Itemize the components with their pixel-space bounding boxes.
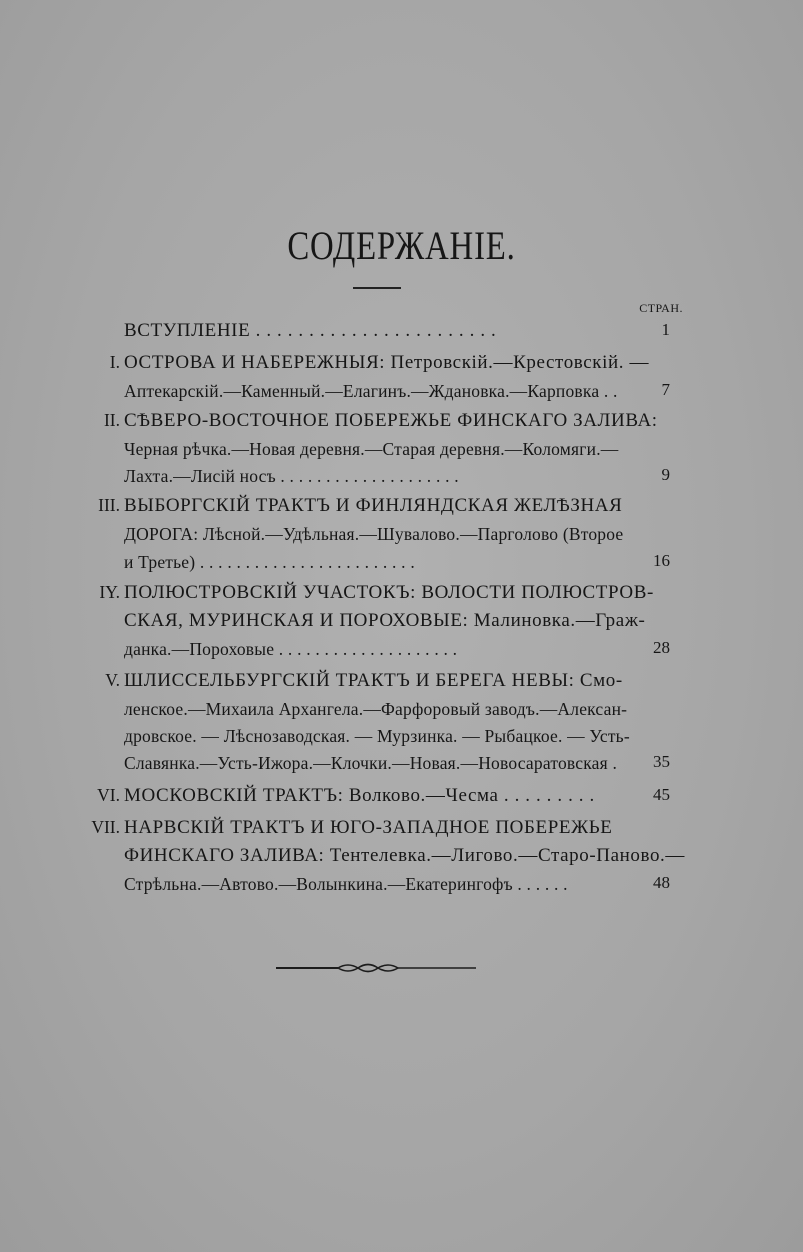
- toc-line: ФИНСКАГО ЗАЛИВА: Тентелевка.—Лигово.—Старо-Паново.—: [124, 845, 686, 866]
- toc-line: данка.—Пороховые . . . . . . . . . . . . . . . . . . . .: [124, 639, 458, 659]
- toc-page-number: 1: [661, 320, 670, 339]
- toc-line: ВЫБОРГСКІЙ ТРАКТЪ И ФИНЛЯНДСКАЯ ЖЕЛѢЗНАЯ: [124, 495, 623, 516]
- toc-line: Стрѣльна.—Автово.—Волынкина.—Екатерингофъ . . . . . .: [124, 874, 568, 894]
- toc-line: МОСКОВСКІЙ ТРАКТЪ: Волково.—Чесма . . . . . . . . .: [124, 785, 595, 806]
- toc-roman-numeral: VII.: [91, 817, 120, 837]
- toc-page-number: 45: [653, 785, 670, 804]
- toc-line: Черная рѣчка.—Новая деревня.—Старая деревня.—Коломяги.—: [124, 439, 619, 459]
- toc-page-number: 16: [653, 551, 670, 570]
- toc-line: дровское. — Лѣснозаводская. — Мурзинка. — Рыбацкое. — Усть-: [124, 726, 630, 746]
- toc-line: ПОЛЮСТРОВСКІЙ УЧАСТОКЪ: ВОЛОСТИ ПОЛЮСТРОВ-: [124, 582, 654, 603]
- toc-line: ДОРОГА: Лѣсной.—Удѣльная.—Шувалово.—Парголово (Второе: [124, 524, 624, 544]
- decorative-fleuron: [276, 958, 476, 978]
- toc-line: ленское.—Михаила Архангела.—Фарфоровый заводъ.—Алексан-: [124, 699, 628, 719]
- toc-roman-numeral: VI.: [97, 785, 120, 805]
- toc-roman-numeral: II.: [103, 410, 120, 430]
- toc-page-number: 9: [661, 465, 670, 484]
- toc-line: СѢВЕРО-ВОСТОЧНОЕ ПОБЕРЕЖЬЕ ФИНСКАГО ЗАЛИВА:: [124, 410, 658, 431]
- toc-line: ОСТРОВА И НАБЕРЕЖНЫЯ: Петровскій.—Крестовскій. —: [124, 352, 650, 373]
- page-title: СОДЕРЖАНІЕ.: [287, 223, 516, 268]
- toc-roman-numeral: V.: [105, 670, 120, 690]
- toc-roman-numeral: IY.: [99, 582, 120, 602]
- title-rule: [353, 287, 401, 289]
- toc-line: Славянка.—Усть-Ижора.—Клочки.—Новая.—Новосаратовская .: [124, 753, 618, 773]
- toc-roman-numeral: III.: [98, 495, 120, 515]
- toc-line: Лахта.—Лисій носъ . . . . . . . . . . . . . . . . . . . .: [124, 466, 459, 486]
- page-column-header: СТРАН.: [639, 301, 683, 315]
- toc-page-number: 48: [653, 873, 670, 892]
- toc-line: Аптекарскій.—Каменный.—Елагинъ.—Ждановка.—Карповка . .: [124, 381, 618, 401]
- toc-line: НАРВСКІЙ ТРАКТЪ И ЮГО-ЗАПАДНОЕ ПОБЕРЕЖЬЕ: [124, 817, 613, 838]
- toc-line: ВСТУПЛЕНІЕ . . . . . . . . . . . . . . . . . . . . . . .: [124, 320, 497, 341]
- toc-roman-numeral: I.: [109, 352, 120, 372]
- toc-page-number: 7: [661, 380, 670, 399]
- toc-line: СКАЯ, МУРИНСКАЯ И ПОРОХОВЫЕ: Малиновка.—Граж-: [124, 610, 646, 631]
- toc-line: ШЛИССЕЛЬБУРГСКІЙ ТРАКТЪ И БЕРЕГА НЕВЫ: Смо-: [124, 670, 623, 691]
- toc-line: и Третье) . . . . . . . . . . . . . . . . . . . . . . . .: [124, 552, 415, 572]
- toc-page-number: 28: [653, 638, 670, 657]
- toc-page-number: 35: [653, 752, 670, 771]
